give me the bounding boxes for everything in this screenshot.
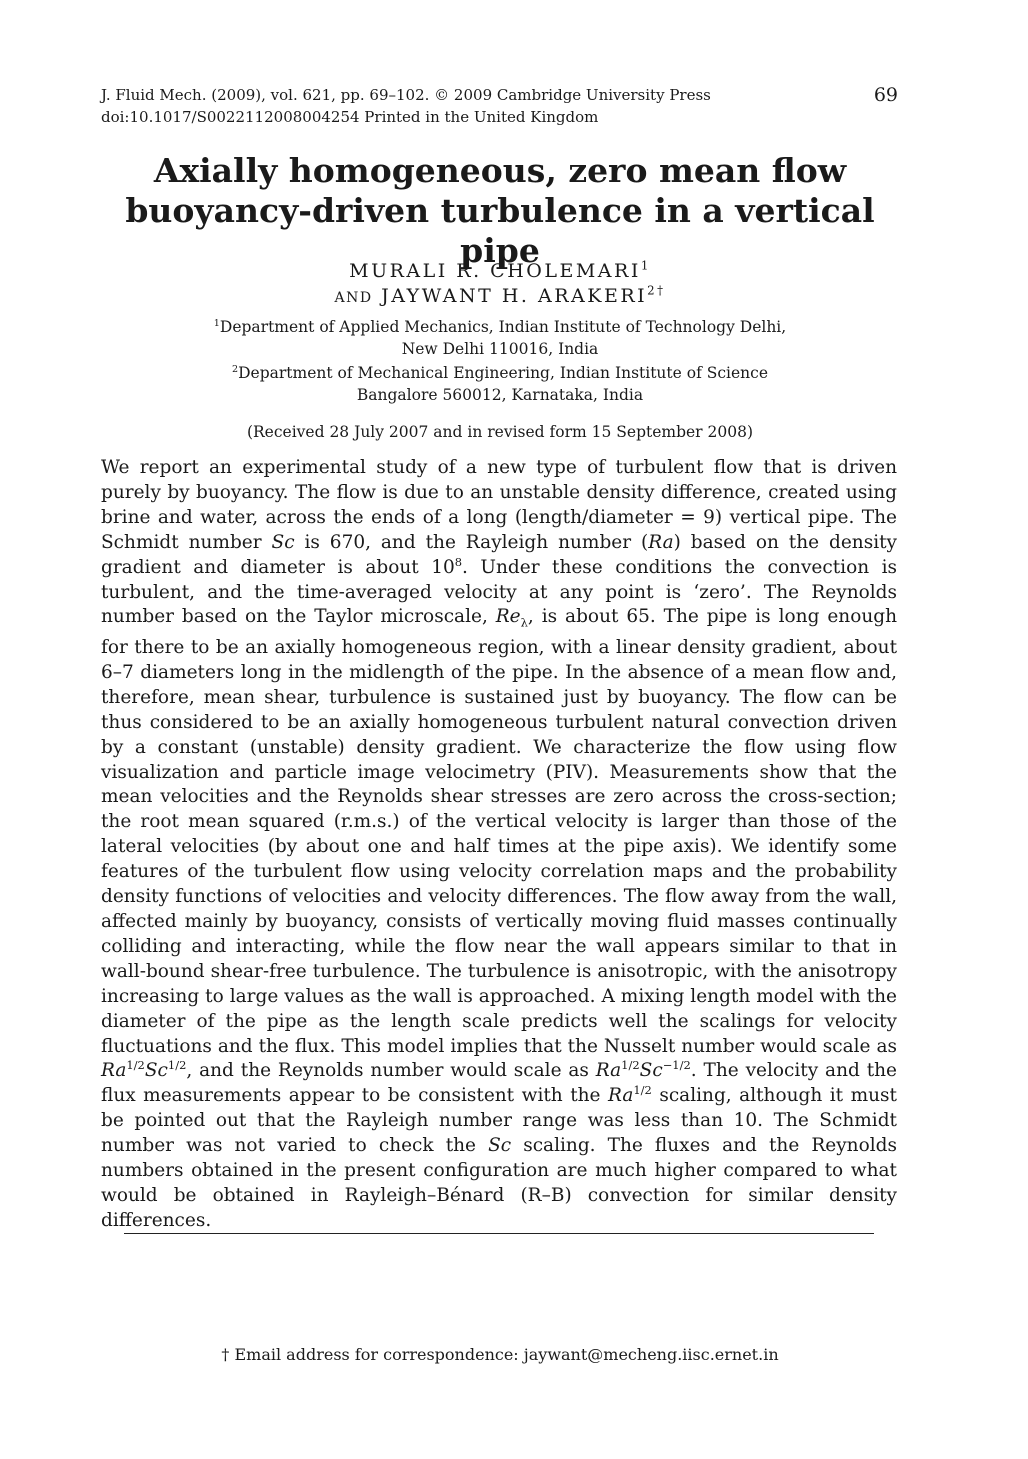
affiliations	[100, 316, 900, 406]
title-line-1: Axially homogeneous, zero mean flow	[153, 151, 847, 190]
journal-header	[101, 84, 898, 128]
affiliation-1-mark: 1	[213, 317, 220, 329]
affiliation-2-line-1: $^2$Department of Mechanical Engineering, Indian Institute of Science	[231, 363, 769, 382]
footnote-divider	[124, 1233, 874, 1234]
and-conjunction: AND	[334, 290, 373, 306]
abstract-paragraph: We report an experimental study of a new type of turbulent flow that is driven purely by buoyancy. The flow is due to an unstable density difference, created using brine and water, across the ends of a long (length/diameter = 9) vertical pipe. The Schmidt number Sc is 670, and the Rayleigh number (Ra) based on the density gradient and diameter is about $10^8$. Under these conditions the convection is turbulent, and the time-averaged velocity at any point is ‘zero’. The Reynolds number based on the Taylor microscale, $Re_\lambda$, is about 65. The pipe is long enough for there to be an axially homogeneous region, with a linear density gradient, about 6–7 diameters long in the midlength of the pipe. In the absence of a mean flow and, therefore, mean shear, turbulence is sustained just by buoyancy. The flow can be thus considered to be an axially homogeneous turbulent natural convection driven by a constant (unstable) density gradient. We characterize the flow using flow visualization and particle image velocimetry (PIV). Measurements show that the mean velocities and the Reynolds shear stresses are zero across the cross-section; the root mean squared (r.m.s.) of the vertical velocity is larger than those of the lateral velocities (by about one and half times at the pipe axis). We identify some features of the turbulent flow using velocity correlation maps and the probability density functions of velocities and velocity differences. The flow away from the wall, affected mainly by buoyancy, consists of vertically moving fluid masses continually colliding and interacting, while the flow near the wall appears similar to that in wall-bound shear-free turbulence. The turbulence is anisotropic, with the anisotropy increasing to large values as the wall is approached. A mixing length model with the diameter of the pipe as the length scale predicts well the scalings for velocity fluctuations and the flux. This model implies that the Nusselt number would scale as $Ra^{1/2}Sc^{1/2}$, and the Reynolds number would scale as $Ra^{1/2}Sc^{-1/2}$. The velocity and the flux measurements appear to be consistent with the $Ra^{1/2}$ scaling, although it must be pointed out that the Rayleigh number range was less than 10. The Schmidt number was not varied to check the Sc scaling. The fluxes and the Reynolds numbers obtained in the present configuration are much higher compared to what would be obtained in Rayleigh–Bénard (R–B) convection for similar density differences.	[101, 457, 898, 1231]
author-2: JAYWANT H. ARAKERI	[381, 285, 648, 307]
author-line-2	[100, 284, 900, 311]
page-number: 69	[873, 84, 898, 106]
received-dates: (Received 28 July 2007 and in revised form 15 September 2008)	[246, 423, 754, 441]
doi-line: doi:10.1017/S0022112008004254 Printed in the United Kingdom	[101, 108, 599, 126]
paper-title	[100, 151, 900, 271]
affiliation-1-line-2: New Delhi 110016, India	[401, 340, 599, 358]
author-1-affil-mark: 1	[640, 258, 651, 273]
correspondence-footnote: † Email address for correspondence: jaywant@mecheng.iisc.ernet.in	[221, 1345, 779, 1364]
author-list	[100, 259, 900, 311]
affiliation-2-mark: 2	[231, 363, 239, 375]
author-1: MURALI R. CHOLEMARI	[349, 260, 641, 282]
abstract	[101, 456, 897, 1234]
author-2-affil-mark: 2†	[647, 283, 666, 298]
citation-line: J. Fluid Mech. (2009), vol. 621, pp. 69–102. © 2009 Cambridge University Press	[101, 86, 711, 104]
affiliation-2-line-2: Bangalore 560012, Karnataka, India	[356, 386, 644, 404]
author-line-1	[100, 259, 900, 284]
title-line-2: buoyancy-driven turbulence in a vertical pipe	[125, 191, 875, 270]
affiliation-1-line-1: $^1$Department of Applied Mechanics, Indian Institute of Technology Delhi,	[213, 317, 787, 336]
